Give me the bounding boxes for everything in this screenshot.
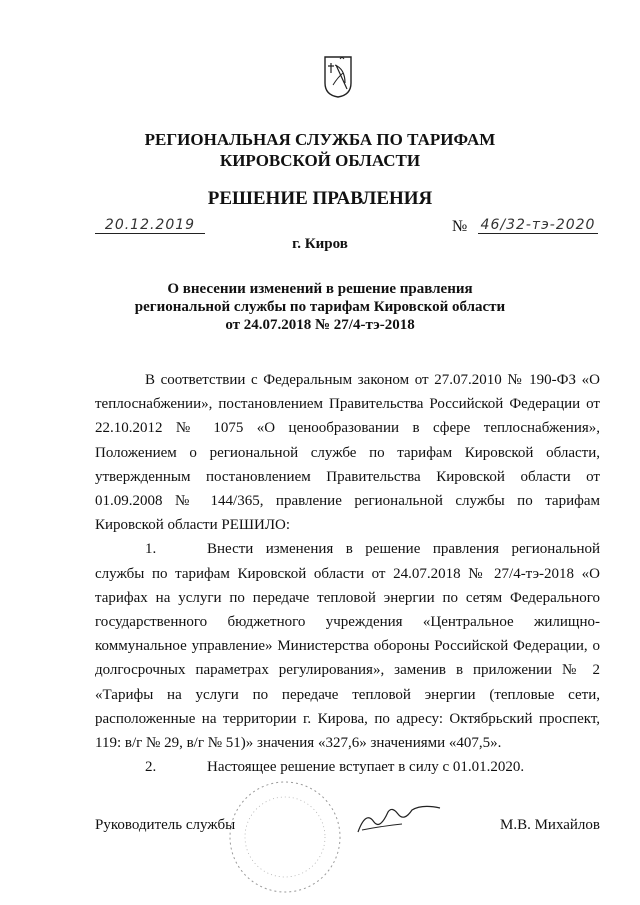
- item-2-text: Настоящее решение вступает в силу с 01.01.2020.: [207, 759, 525, 776]
- kirov-coat-of-arms-icon: [323, 55, 353, 99]
- city: г. Киров: [292, 236, 348, 252]
- title-line1: О внесении изменений в решение правления: [167, 281, 473, 297]
- organization-name-line2: КИРОВСКОЙ ОБЛАСТИ: [219, 151, 421, 170]
- number-prefix: №: [452, 218, 468, 235]
- title-line3: от 24.07.2018 № 27/4-тэ-2018: [225, 317, 415, 333]
- signer-name: М.В. Михайлов: [499, 817, 600, 833]
- organization-name-line1: РЕГИОНАЛЬНАЯ СЛУЖБА ПО ТАРИФАМ: [144, 130, 496, 149]
- item-1-number: 1.: [145, 541, 157, 558]
- signer-position: Руководитель службы: [95, 817, 236, 833]
- seal-stamp: [210, 775, 360, 900]
- document-body: [95, 368, 600, 779]
- title-line2: региональной службы по тарифам Кировской области: [134, 299, 506, 315]
- signature: [352, 800, 447, 840]
- document-date: 20.12.2019: [95, 218, 205, 234]
- preamble-paragraph: В соответствии с Федеральным законом от 27.07.2010 № 190-ФЗ «О теплоснабжении», постановлением Правительства Российской Федерации от 22.10.2012 № 1075 «О ценообразовании в сфере теплоснабжения», Положением о региональной службе по тарифам Кировской области, утвержденным постановлением Правительства Кировской области от 01.09.2008 № 144/365, правление региональной службы по тарифам Кировской области РЕШИЛО:: [95, 372, 600, 534]
- item-1-text: Внести изменения в решение правления региональной службы по тарифам Кировской области от 24.07.2018 № 27/4-тэ-2018 «О тарифах на услуги по передаче тепловой энергии по сетям Федерального государственного бюджетного учреждения «Центральное жилищно-коммунальное управление» Министерства обороны Российской Федерации, о долгосрочных параметрах регулирования», заменив в приложении № 2 «Тарифы на услуги по передаче тепловой энергии (тепловые сети, расположенные на территории г. Кирова, по адресу: Октябрьский проспект, 119: в/г № 29, в/г № 51)» значения «327,6» значениями «407,5».: [95, 541, 600, 752]
- document-number: 46/32-тэ-2020: [478, 218, 598, 234]
- item-1: [95, 537, 600, 755]
- document-type: РЕШЕНИЕ ПРАВЛЕНИЯ: [207, 188, 433, 209]
- item-2-number: 2.: [145, 759, 157, 776]
